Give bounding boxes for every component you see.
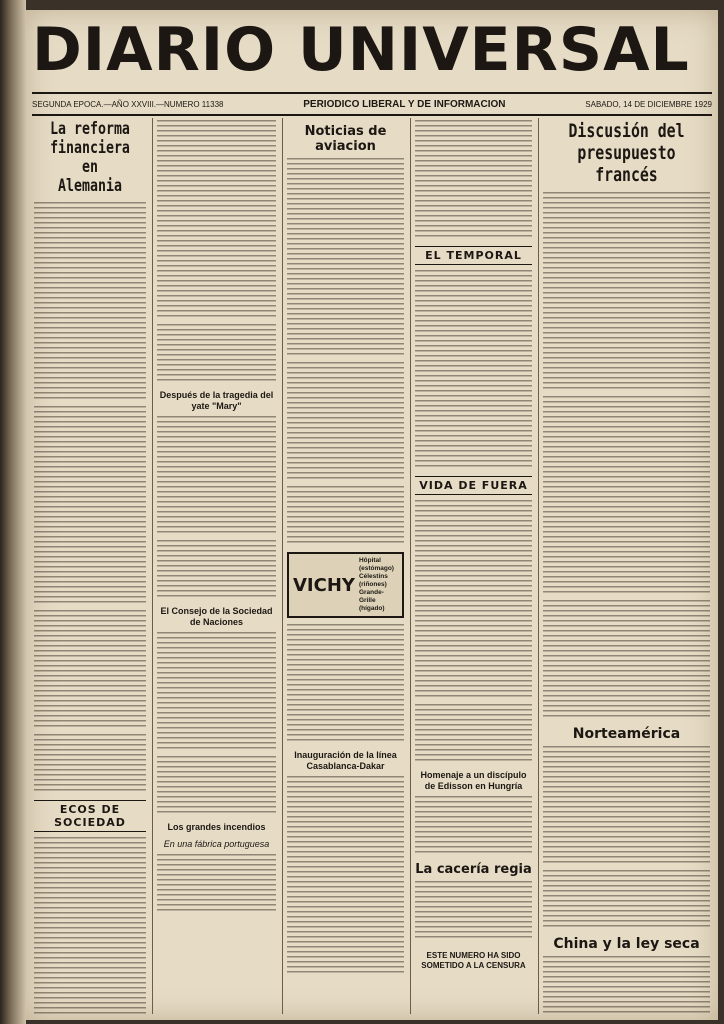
article-text [157,324,276,384]
headline-noticias-aviacion: Noticias de aviacion [304,124,387,154]
column-5 [538,118,714,1014]
column-1 [30,118,150,1014]
article-text [415,796,532,856]
headline-caceria-regia: La cacería regia [415,862,532,877]
column-3 [282,118,408,1014]
article-text [543,746,710,866]
headline-norteamerica: Norteamérica [572,726,681,742]
headline-tragedia-yate: Después de la tragedia del yate "Mary" [159,390,274,411]
subhead-fabrica-portuguesa: En una fábrica portuguesa [163,839,270,849]
section-vida-fuera: VIDA DE FUERA [415,476,532,495]
ad-line: Célestins (riñones) [358,573,388,588]
article-text [415,704,532,764]
article-text [34,734,146,794]
columns [30,118,714,1014]
article-text [543,870,710,930]
article-text [543,192,710,392]
ad-text [359,557,398,613]
article-text [157,120,276,320]
article-text [34,406,146,606]
adjacent-page-edge [0,0,26,1024]
article-text [287,158,404,358]
article-text [157,756,276,816]
article-text [543,600,710,720]
article-text [157,632,276,752]
vichy-advertisement [287,552,404,618]
headline-china-ley-seca: China y la ley seca [553,936,700,952]
ad-line: Hôpital (estómago) [358,557,394,572]
column-2 [152,118,280,1014]
headline-homenaje-edisson: Homenaje a un discípulo de Edisson en Hungría [420,770,527,791]
newspaper-page [26,10,718,1020]
headline-grandes-incendios: Los grandes incendios [167,822,266,832]
article-text [543,956,710,1014]
subhead-casablanca-dakar: Inauguración de la línea Casablanca-Dakar [294,750,397,771]
article-text [287,776,404,976]
info-bar [32,92,712,116]
tagline: PERIODICO LIBERAL Y DE INFORMACION [303,98,506,110]
article-text [543,396,710,596]
section-ecos-sociedad: ECOS DE SOCIEDAD [34,800,146,832]
censorship-notice: ESTE NUMERO HA SIDO SOMETIDO A LA CENSURA [421,951,526,970]
article-text [415,500,532,700]
article-text [287,362,404,482]
article-text [157,540,276,600]
masthead [32,14,712,94]
article-text [157,854,276,914]
article-text [157,416,276,536]
edition-info: SEGUNDA EPOCA.—AÑO XXVIII.—NUMERO 11338 [32,99,224,109]
headline-consejo-naciones: El Consejo de la Sociedad de Naciones [160,606,273,627]
newspaper-title: DIARIO UNIVERSAL [32,15,690,85]
article-text [415,881,532,941]
headline-reforma-financiera: La reforma financiera en Alemania [50,119,130,196]
column-4 [410,118,536,1014]
article-text [287,624,404,744]
headline-presupuesto-frances: Discusión del presupuesto francés [568,120,685,186]
article-text [287,486,404,546]
article-text [34,610,146,730]
section-el-temporal: EL TEMPORAL [415,246,532,265]
ad-line: Grande-Grille (hígado) [358,589,385,612]
article-text [34,202,146,402]
article-text [415,270,532,470]
issue-date: SABADO, 14 DE DICIEMBRE 1929 [585,99,712,109]
article-text [34,837,146,1014]
article-text [415,120,532,240]
ad-logo: VICHY [293,574,355,596]
